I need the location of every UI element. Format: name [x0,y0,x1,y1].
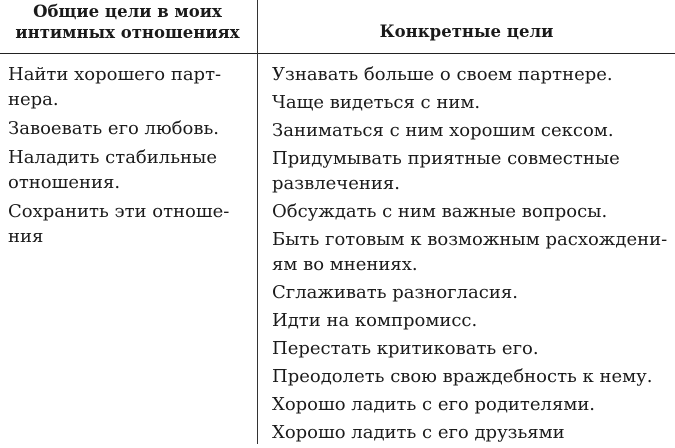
specific-goal-item: Придумывать приятные совместные развлечения. [272,148,620,194]
general-goal-item: Завоевать его любовь. [8,118,219,139]
specific-goal-item: Хорошо ладить с его родителями. [272,394,596,415]
general-goal-item: Сохранить эти отноше- ния [8,201,230,247]
specific-goal-item: Быть готовым к возможным расхождени- ям во мнениях. [272,229,668,275]
general-goal-item: Найти хорошего парт- нера. [8,64,222,110]
specific-goal-item: Заниматься с ним хорошим сексом. [272,120,614,141]
general-goal-item: Наладить стабильные отношения. [8,147,217,193]
specific-goal-item: Перестать критиковать его. [272,338,539,359]
specific-goal-item: Узнавать больше о своем партнере. [272,64,613,85]
specific-goal-item: Обсуждать с ним важные вопросы. [272,201,608,222]
specific-goals-column [272,62,672,448]
specific-goal-item: Чаще видеться с ним. [272,92,481,113]
specific-goal-item: Сглаживать разногласия. [272,282,518,303]
header-general-goals-text: Общие цели в моих интимных отношениях [15,2,240,42]
specific-goal-item: Идти на компромисс. [272,310,478,331]
column-divider [257,0,258,444]
general-goals-column [8,62,248,253]
header-specific-goals: Конкретные цели [379,22,554,41]
specific-goal-item: Хорошо ладить с его друзьями [272,422,565,443]
table-header [0,0,675,54]
specific-goal-item: Преодолеть свою враждебность к нему. [272,366,653,387]
header-general-goals [0,1,255,43]
